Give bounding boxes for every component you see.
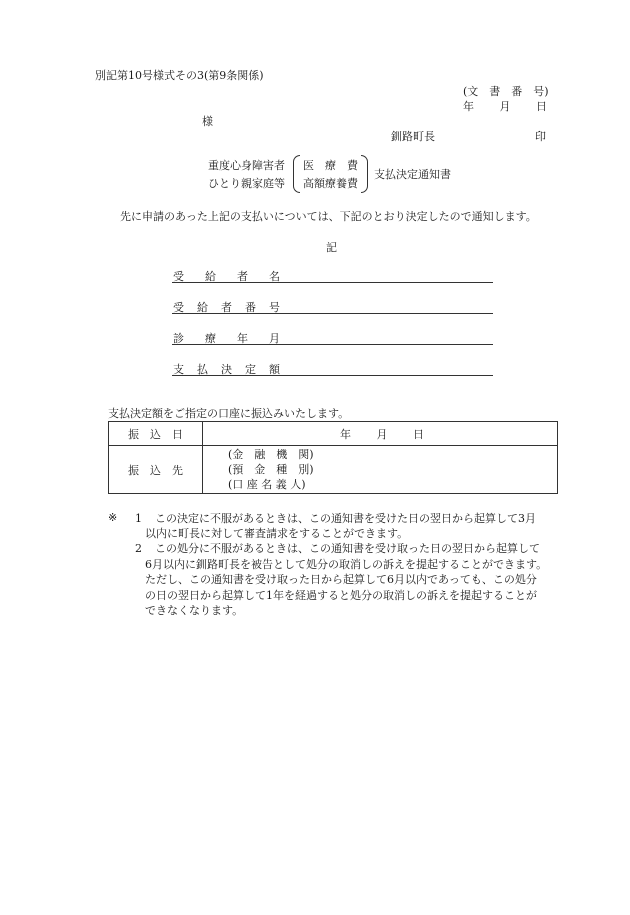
transfer-date-year: 年 (340, 427, 351, 441)
field-payment-amount-line (172, 375, 493, 376)
date-year: 年 (463, 100, 474, 113)
ki-mark: 記 (326, 241, 337, 254)
transfer-table (108, 421, 558, 494)
label-char: 受 (173, 301, 184, 314)
title-left-line-2: ひとり親家庭等 (208, 177, 285, 190)
field-treatment-month-line (172, 344, 493, 345)
label-char: 診 (173, 332, 184, 345)
label-char: 名 (269, 270, 280, 283)
label-char: 受 (173, 270, 184, 283)
label-char: 支 (173, 363, 184, 376)
transfer-dest-bank: (金 融 機 関) (228, 448, 314, 461)
label-char: 療 (205, 332, 216, 345)
field-recipient-number-line (172, 313, 493, 314)
addressee-suffix: 様 (202, 115, 213, 128)
label-char: 年 (237, 332, 248, 345)
date-day: 日 (536, 100, 547, 113)
title-right-paren (361, 155, 368, 193)
issue-date (463, 98, 547, 114)
transfer-caption: 支払決定額をご指定の口座に振込みいたします。 (108, 407, 350, 420)
title-left-line-1: 重度心身障害者 (208, 159, 285, 172)
label-char: 額 (269, 363, 280, 376)
label-char: 番 (245, 301, 256, 314)
transfer-date-value (203, 422, 558, 446)
label-char: 決 (221, 363, 232, 376)
note-2-line-3: ただし、この通知書を受け取った日から起算して6月以内であっても、この処分 (145, 573, 537, 586)
label-char: 号 (269, 301, 280, 314)
transfer-dest-value (203, 446, 558, 494)
transfer-date-month: 月 (376, 427, 388, 441)
transfer-date-day: 日 (413, 427, 424, 441)
date-month: 月 (499, 100, 511, 113)
field-recipient-name-line (172, 282, 493, 283)
label-char: 給 (197, 301, 208, 314)
label-char: 者 (221, 301, 232, 314)
label-char: 給 (205, 270, 216, 283)
transfer-dest-account-holder: (口 座 名 義 人) (228, 478, 306, 491)
title-right-line-1: 医 療 費 (303, 159, 358, 172)
note-2-line-2: 6月以内に釧路町長を被告として処分の取消しの訴えを提起することができます。 (145, 558, 548, 571)
transfer-date-label: 振 込 日 (109, 422, 203, 446)
document-number: (文 書 番 号) (463, 85, 549, 98)
document-title: 支払決定通知書 (374, 168, 451, 181)
transfer-dest-label: 振 込 先 (109, 446, 203, 494)
title-left-paren (293, 155, 300, 193)
note-2-line-4: の日の翌日から起算して1年を経過すると処分の取消しの訴えを提起することが (145, 589, 537, 602)
intro-text: 先に申請のあった上記の支払いについては、下記のとおり決定したので通知します。 (120, 210, 537, 223)
note-mark: ※ (108, 511, 118, 524)
title-right-line-2: 高額療養費 (303, 177, 358, 190)
transfer-dest-account-type: (預 金 種 別) (228, 463, 314, 476)
issuer-name: 釧路町長 (391, 130, 435, 143)
note-1-line-1: この決定に不服があるときは、この通知書を受けた日の翌日から起算して3月 (155, 512, 536, 525)
label-char: 定 (245, 363, 256, 376)
note-2-line-1: この処分に不服があるときは、この通知書を受け取った日の翌日から起算して (155, 542, 540, 555)
note-1-number: 1 (135, 512, 142, 525)
label-char: 者 (237, 270, 248, 283)
label-char: 払 (197, 363, 208, 376)
label-char: 月 (269, 332, 280, 345)
note-2-number: 2 (135, 542, 142, 555)
form-label: 別記第10号様式その3(第9条関係) (95, 69, 264, 82)
note-1-line-2: 以内に町長に対して審査請求をすることができます。 (145, 527, 409, 540)
note-2-line-5: できなくなります。 (145, 604, 244, 617)
seal-mark: 印 (535, 130, 546, 143)
